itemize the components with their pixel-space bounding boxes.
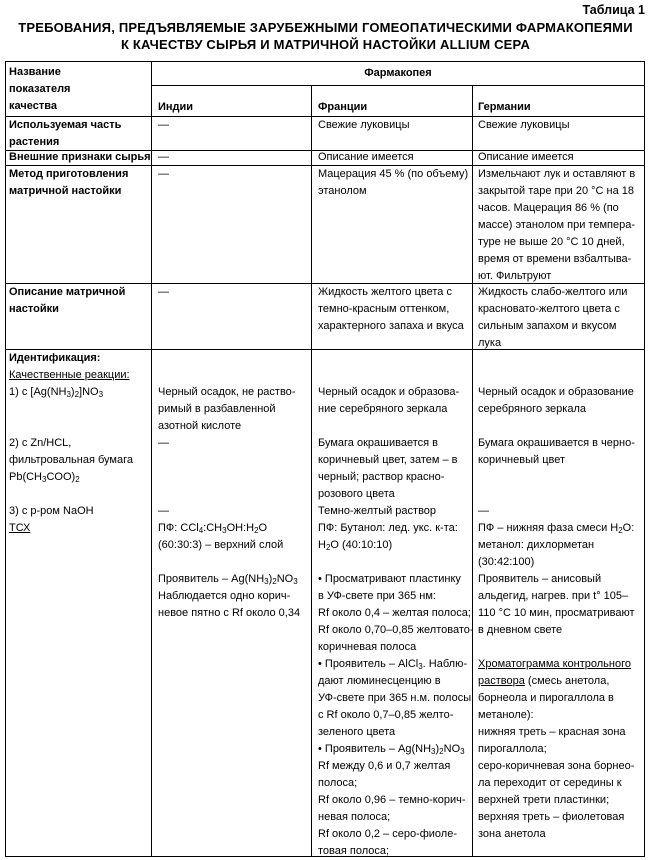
column-divider — [311, 85, 312, 857]
reaction-1-label: 1) с $[Ag(NH_3)_2]NO_3$ — [9, 386, 104, 399]
cell-france-uv: • Просматривают пластинку в УФ-свете при 365 нм: Rf около 0,4 – желтая полоса; Rf около 0,70–0,85 желтовато- коричневая полоса • Проявитель – AlCl$_3$. Наблю- дают люминесценцию в УФ-свете при 365 н.м. полосы с Rf около 0,7–0,85 желто- зеленого цвета • Проявитель – $Ag(NH_3)_2NO_3$ Rf между 0,6 и 0,7 желтая полоса; Rf около 0,96 – темно-корич- невая полоса; Rf около 0,2 – серо-фиоле- товая полоса; — [318, 573, 474, 857]
cell-france-description: Жидкость желтого цвета с темно-красным оттенком, характерного запаха и вкуса — [318, 286, 464, 332]
column-header-germany: Германии — [478, 101, 531, 113]
cell-france-reaction-2: Бумага окрашивается в коричневый цвет, затем – в черный; раствор красно- розового цвета — [318, 437, 458, 500]
reaction-3-label: 3) с р-ром NaOH — [9, 505, 94, 517]
cell-germany-description: Жидкость слабо-желтого или красновато-желтого цвета с сильным запахом и вкусом лука — [478, 286, 628, 349]
cell-germany-preparation: Измельчают лук и оставляют в закрытой таре при 20 °C на 18 часов. Мацерация 86 % (по массе) этанолом при темпера- туре не выше 20 °C 10 дней, время от времени взбалтыва- ют. Фильтруют — [478, 168, 636, 282]
cell-france-external-signs: Описание имеется — [318, 151, 414, 163]
cell-india-reaction-2: — — [158, 437, 169, 449]
column-header-india: Индии — [158, 101, 194, 113]
cell-germany-reaction-3: — — [478, 505, 489, 517]
cell-germany-external-signs: Описание имеется — [478, 151, 574, 163]
cell-france-reaction-1: Черный осадок и образова- ние серебряного зеркала — [318, 386, 460, 415]
row-name-part-used: Используемая часть растения — [9, 119, 122, 148]
table-number: Таблица 1 — [582, 3, 645, 17]
cell-india-developer: Проявитель – $Ag(NH_3)_2NO_3$ Наблюдается одно корич- невое пятно с Rf около 0,34 — [158, 573, 301, 619]
cell-india-preparation: — — [158, 168, 169, 180]
cell-india-external-signs: — — [158, 151, 169, 163]
cell-india-tlc: ПФ: $CCl_4:CH_3OH:H_2O$ (60:30:3) – верхний слой — [158, 522, 284, 551]
row-name-description: Описание матричной настойки — [9, 286, 126, 315]
reaction-2-label: 2) с Zn/HCL, фильтровальная бумага $Pb(CH_3COO)_2$ — [9, 437, 133, 484]
column-divider — [151, 61, 152, 857]
cell-france-part-used: Свежие луковицы — [318, 119, 410, 131]
column-header-pharmacopoeia: Фармакопея — [364, 67, 432, 79]
cell-france-preparation: Мацерация 45 % (по объему) этанолом — [318, 168, 469, 197]
column-header-indicator: Название показателя качества — [9, 66, 71, 112]
cell-france-tlc: ПФ: Бутанол: лед. укс. к-та: $H_2O$ (40:10:10) — [318, 522, 458, 552]
cell-germany-reaction-2: Бумага окрашивается в черно- коричневый цвет — [478, 437, 635, 466]
cell-germany-tlc: ПФ – нижняя фаза смеси $H_2O$: метанол: дихлорметан (30:42:100) Проявитель – анисовый альдегид, нагрев. при t° 105– 110 °C 10 мин, просматривают в дневном свете — [478, 522, 635, 636]
row-name-external-signs: Внешние признаки сырья — [9, 151, 151, 163]
cell-india-part-used: — — [158, 119, 169, 131]
cell-germany-reference-chromatogram: Хроматограмма контрольного раствора (смесь анетола, борнеола и пирогаллола в метаноле): нижняя треть – красная зона пирогаллола; серо-коричневая зона борнео- ла переходит от середины к верхней трети пластинки; верхняя треть – фиолетовая зона анетола — [478, 658, 635, 840]
table-title-line1: ТРЕБОВАНИЯ, ПРЕДЪЯВЛЯЕМЫЕ ЗАРУБЕЖНЫМИ ГОМЕОПАТИЧЕСКИМИ ФАРМАКОПЕЯМИ — [18, 20, 633, 35]
cell-india-description: — — [158, 286, 169, 298]
cell-germany-reaction-1: Черный осадок и образование серебряного зеркала — [478, 386, 634, 415]
cell-germany-part-used: Свежие луковицы — [478, 119, 570, 131]
cell-france-reaction-3: Темно-желтый раствор — [318, 505, 437, 517]
column-header-france: Франции — [318, 101, 368, 113]
qualitative-reactions-label: Качественные реакции: — [9, 369, 130, 381]
cell-india-reaction-1: Черный осадок, не раство- римый в разбавленной азотной кислоте — [158, 386, 296, 432]
table-title-line2: К КАЧЕСТВУ СЫРЬЯ И МАТРИЧНОЙ НАСТОЙКИ ALLIUM CEPA — [120, 37, 531, 52]
row-name-identification: Идентификация: — [9, 352, 101, 364]
row-name-preparation: Метод приготовления матричной настойки — [9, 168, 129, 197]
tlc-label: ТСХ — [9, 522, 31, 534]
row-divider — [151, 85, 645, 86]
cell-india-reaction-3: — — [158, 505, 169, 517]
